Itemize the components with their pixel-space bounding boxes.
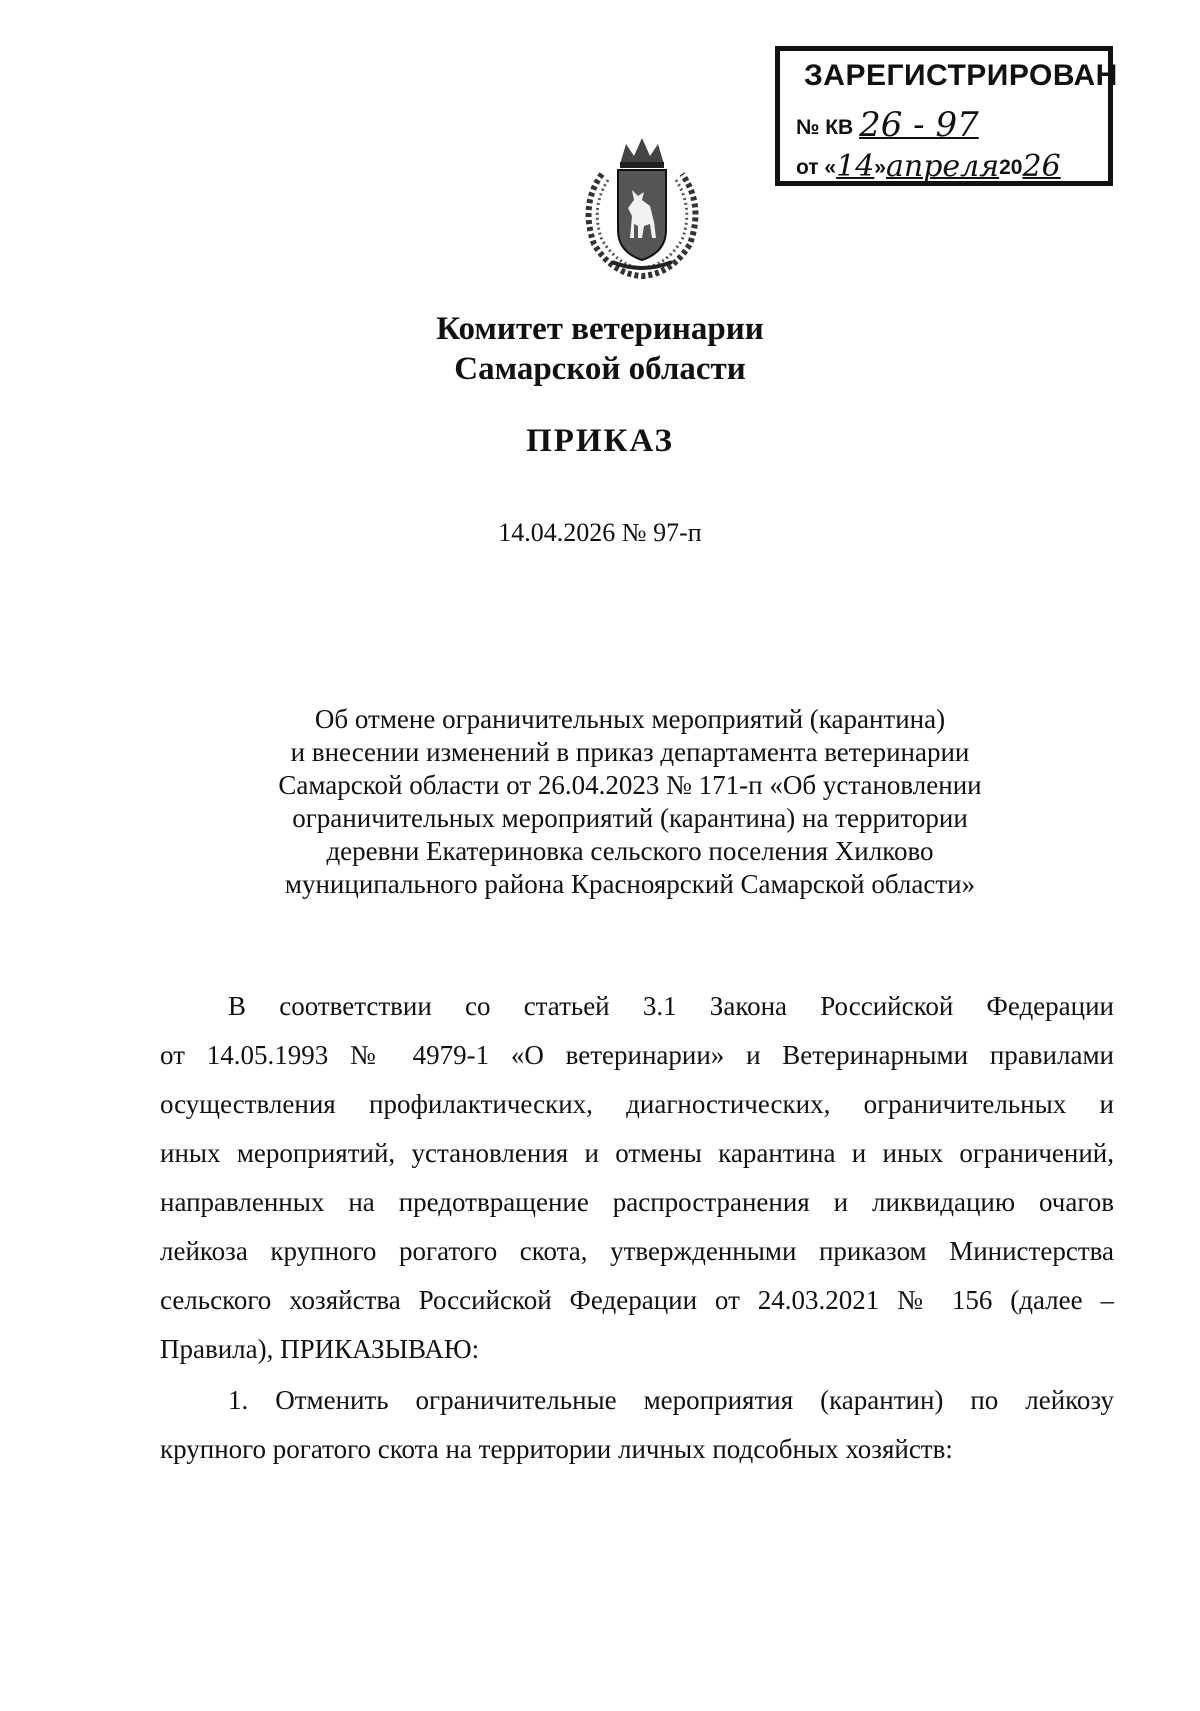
body-line: осуществления профилактических, диагностических, ограничительных и (160, 1089, 1114, 1119)
subject-line: и внесении изменений в приказ департамента ветеринарии (290, 737, 970, 767)
subject-line: Об отмене ограничительных мероприятий (карантина) (314, 704, 946, 734)
order-subject (250, 703, 1010, 901)
stamp-date-prefix: от « (796, 156, 837, 179)
body-line: лейкоза крупного рогатого скота, утвержденными приказом Министерства (160, 1236, 1114, 1266)
body-line: В соответствии со статьей 3.1 Закона Российской Федерации (228, 991, 1114, 1021)
body-line: направленных на предотвращение распространения и ликвидацию очагов (160, 1187, 1114, 1217)
stamp-date-day: 14 (836, 149, 875, 184)
preamble-paragraph (160, 982, 1114, 1374)
body-line: 1. Отменить ограничительные мероприятия (карантин) по лейкозу (228, 1385, 1114, 1415)
stamp-title: ЗАРЕГИСТРИРОВАН (804, 59, 1118, 92)
body-line: иных мероприятий, установления и отмены карантина и иных ограничений, (160, 1138, 1114, 1168)
stamp-date-year-suffix: 26 (1022, 149, 1061, 184)
stamp-number-prefix: № КВ (796, 116, 854, 139)
samara-region-coat-of-arms-icon (572, 134, 712, 280)
body-line: от 14.05.1993 № 4979-1 «О ветеринарии» и Ветеринарными правилами (160, 1040, 1114, 1070)
subject-line: муниципального района Красноярский Самарской области» (284, 869, 976, 899)
stamp-date-mid: » (874, 156, 886, 179)
subject-line: ограничительных мероприятий (карантина) на территории (292, 803, 968, 833)
organization-name-line2: Самарской области (454, 351, 746, 387)
organization-name-line1: Комитет ветеринарии (436, 311, 764, 347)
order-item-1 (160, 1376, 1114, 1474)
body-line: Правила), ПРИКАЗЫВАЮ: (160, 1334, 480, 1364)
subject-line: Самарской области от 26.04.2023 № 171-п «Об установлении (278, 770, 982, 800)
body-line: сельского хозяйства Российской Федерации от 24.03.2021 № 156 (далее – (160, 1285, 1114, 1315)
stamp-number-handwritten: 26 - 97 (859, 105, 979, 145)
document-type: ПРИКАЗ (526, 423, 674, 459)
registration-stamp (775, 46, 1118, 186)
stamp-date-year-prefix: 20 (999, 156, 1023, 179)
body-line: крупного рогатого скота на территории личных подсобных хозяйств: (160, 1434, 953, 1464)
subject-line: деревни Екатериновка сельского поселения Хилково (326, 836, 934, 866)
stamp-date-month: апреля (885, 149, 1000, 184)
document-date-number: 14.04.2026 № 97-п (498, 518, 702, 547)
stamp-date-row (796, 147, 1061, 182)
stamp-number-row (796, 103, 979, 143)
